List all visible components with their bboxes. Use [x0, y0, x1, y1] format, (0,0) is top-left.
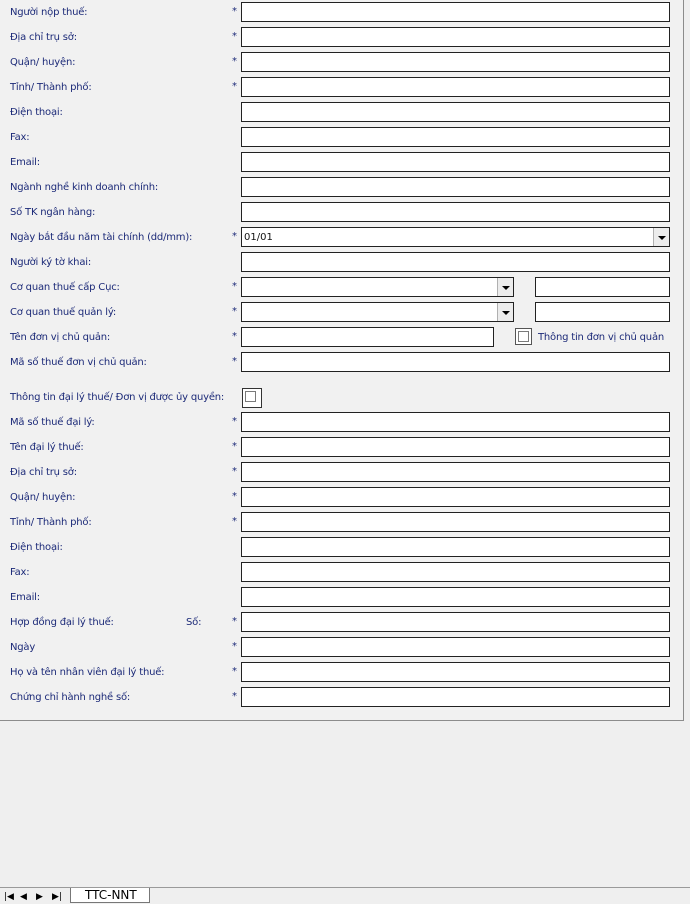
last-sheet-button[interactable]	[50, 891, 64, 903]
row-agent-certificate	[0, 686, 683, 708]
field-label: Địa chỉ trụ sở:	[10, 32, 77, 43]
field-label: Tên đại lý thuế:	[10, 442, 84, 453]
row-province	[0, 76, 683, 98]
agent-email-input[interactable]	[241, 587, 670, 607]
field-label: Ngày	[10, 642, 36, 653]
prev-sheet-icon: ◀	[20, 892, 27, 902]
email-input[interactable]	[241, 152, 670, 172]
agent-phone-input[interactable]	[241, 537, 670, 557]
next-sheet-icon: ▶	[36, 892, 43, 902]
parent-unit-info-label: Thông tin đơn vị chủ quản	[538, 332, 665, 343]
sheet-tab-ttc-nnt[interactable]: TTC-NNT	[70, 888, 150, 903]
agent-contract-number-input[interactable]	[241, 612, 670, 632]
managing-tax-office-code-input[interactable]	[535, 302, 670, 322]
last-sheet-icon: ▶|	[52, 892, 62, 902]
row-agent-address	[0, 461, 683, 483]
agent-province-input[interactable]	[241, 512, 670, 532]
agent-contract-date-input[interactable]	[241, 637, 670, 657]
required-mark: *	[232, 666, 237, 677]
agent-certificate-input[interactable]	[241, 687, 670, 707]
parent-unit-info-checkbox[interactable]	[515, 328, 532, 345]
row-phone	[0, 101, 683, 123]
tax-dept-select[interactable]	[241, 277, 514, 297]
field-label: Mã số thuế đơn vị chủ quản:	[10, 357, 147, 368]
contract-number-label: Số:	[186, 617, 202, 628]
signer-input[interactable]	[241, 252, 670, 272]
row-fax	[0, 126, 683, 148]
agent-info-checkbox[interactable]	[242, 388, 262, 408]
field-label: Địa chỉ trụ sở:	[10, 467, 77, 478]
field-label: Quận/ huyện:	[10, 57, 76, 68]
required-mark: *	[232, 641, 237, 652]
fiscal-year-start-select[interactable]	[241, 227, 670, 247]
field-label: Điện thoại:	[10, 542, 63, 553]
required-mark: *	[232, 306, 237, 317]
agent-name-input[interactable]	[241, 437, 670, 457]
required-mark: *	[232, 56, 237, 67]
field-label: Email:	[10, 157, 40, 168]
agent-address-input[interactable]	[241, 462, 670, 482]
required-mark: *	[232, 356, 237, 367]
field-label: Người nộp thuế:	[10, 7, 88, 18]
agent-employee-name-input[interactable]	[241, 662, 670, 682]
managing-tax-office-select[interactable]	[241, 302, 514, 322]
first-sheet-button[interactable]	[2, 891, 16, 903]
next-sheet-button[interactable]	[34, 891, 48, 903]
parent-unit-tax-code-input[interactable]	[241, 352, 670, 372]
field-label: Tỉnh/ Thành phố:	[10, 517, 92, 528]
agent-toggle-label: Thông tin đại lý thuế/ Đơn vị được ủy quyền:	[10, 392, 225, 403]
field-label: Cơ quan thuế cấp Cục:	[10, 282, 120, 293]
province-input[interactable]	[241, 77, 670, 97]
agent-tax-code-input[interactable]	[241, 412, 670, 432]
row-taxpayer-name	[0, 1, 683, 23]
field-label: Số TK ngân hàng:	[10, 207, 96, 218]
row-district	[0, 51, 683, 73]
row-agent-email	[0, 586, 683, 608]
required-mark: *	[232, 466, 237, 477]
first-sheet-icon: |◀	[4, 892, 14, 902]
row-agent-tax-code	[0, 411, 683, 433]
prev-sheet-button[interactable]	[18, 891, 32, 903]
field-label: Ngày bắt đầu năm tài chính (dd/mm):	[10, 232, 193, 243]
row-agent-contract-date	[0, 636, 683, 658]
row-signer	[0, 251, 683, 273]
parent-unit-name-input[interactable]	[241, 327, 494, 347]
row-bank-account	[0, 201, 683, 223]
sheet-tab-bar	[0, 887, 690, 904]
field-label: Tên đơn vị chủ quản:	[10, 332, 111, 343]
row-parent-unit-name	[0, 326, 683, 348]
chevron-down-icon[interactable]	[497, 278, 513, 296]
row-main-business	[0, 176, 683, 198]
row-email	[0, 151, 683, 173]
chevron-down-icon[interactable]	[653, 228, 669, 246]
required-mark: *	[232, 516, 237, 527]
field-label: Người ký tờ khai:	[10, 257, 91, 268]
required-mark: *	[232, 416, 237, 427]
row-agent-toggle	[0, 386, 683, 408]
field-label: Mã số thuế đại lý:	[10, 417, 95, 428]
required-mark: *	[232, 331, 237, 342]
row-agent-fax	[0, 561, 683, 583]
field-label: Tỉnh/ Thành phố:	[10, 82, 92, 93]
taxpayer-name-input[interactable]	[241, 2, 670, 22]
required-mark: *	[232, 491, 237, 502]
field-label: Fax:	[10, 567, 30, 578]
field-label: Ngành nghề kinh doanh chính:	[10, 182, 159, 193]
row-agent-province	[0, 511, 683, 533]
row-address	[0, 26, 683, 48]
required-mark: *	[232, 281, 237, 292]
row-agent-contract	[0, 611, 683, 633]
fiscal-year-start-value: 01/01	[244, 232, 273, 243]
required-mark: *	[232, 81, 237, 92]
row-agent-employee-name	[0, 661, 683, 683]
required-mark: *	[232, 691, 237, 702]
row-tax-dept	[0, 276, 683, 298]
agent-district-input[interactable]	[241, 487, 670, 507]
phone-input[interactable]	[241, 102, 670, 122]
required-mark: *	[232, 616, 237, 627]
row-parent-unit-tax-code	[0, 351, 683, 373]
row-agent-name	[0, 436, 683, 458]
required-mark: *	[232, 6, 237, 17]
agent-fax-input[interactable]	[241, 562, 670, 582]
address-input[interactable]	[241, 27, 670, 47]
field-label: Email:	[10, 592, 40, 603]
required-mark: *	[232, 441, 237, 452]
required-mark: *	[232, 231, 237, 242]
row-managing-tax-office	[0, 301, 683, 323]
field-label: Chứng chỉ hành nghề số:	[10, 692, 131, 703]
row-agent-district	[0, 486, 683, 508]
chevron-down-icon[interactable]	[497, 303, 513, 321]
fax-input[interactable]	[241, 127, 670, 147]
field-label: Quận/ huyện:	[10, 492, 76, 503]
bank-account-input[interactable]	[241, 202, 670, 222]
field-label: Hợp đồng đại lý thuế:	[10, 617, 114, 628]
row-agent-phone	[0, 536, 683, 558]
main-business-input[interactable]	[241, 177, 670, 197]
row-fiscal-year-start	[0, 226, 683, 248]
field-label: Điện thoại:	[10, 107, 63, 118]
field-label: Fax:	[10, 132, 30, 143]
district-input[interactable]	[241, 52, 670, 72]
required-mark: *	[232, 31, 237, 42]
tax-dept-code-input[interactable]	[535, 277, 670, 297]
field-label: Cơ quan thuế quản lý:	[10, 307, 117, 318]
field-label: Họ và tên nhân viên đại lý thuế:	[10, 667, 165, 678]
